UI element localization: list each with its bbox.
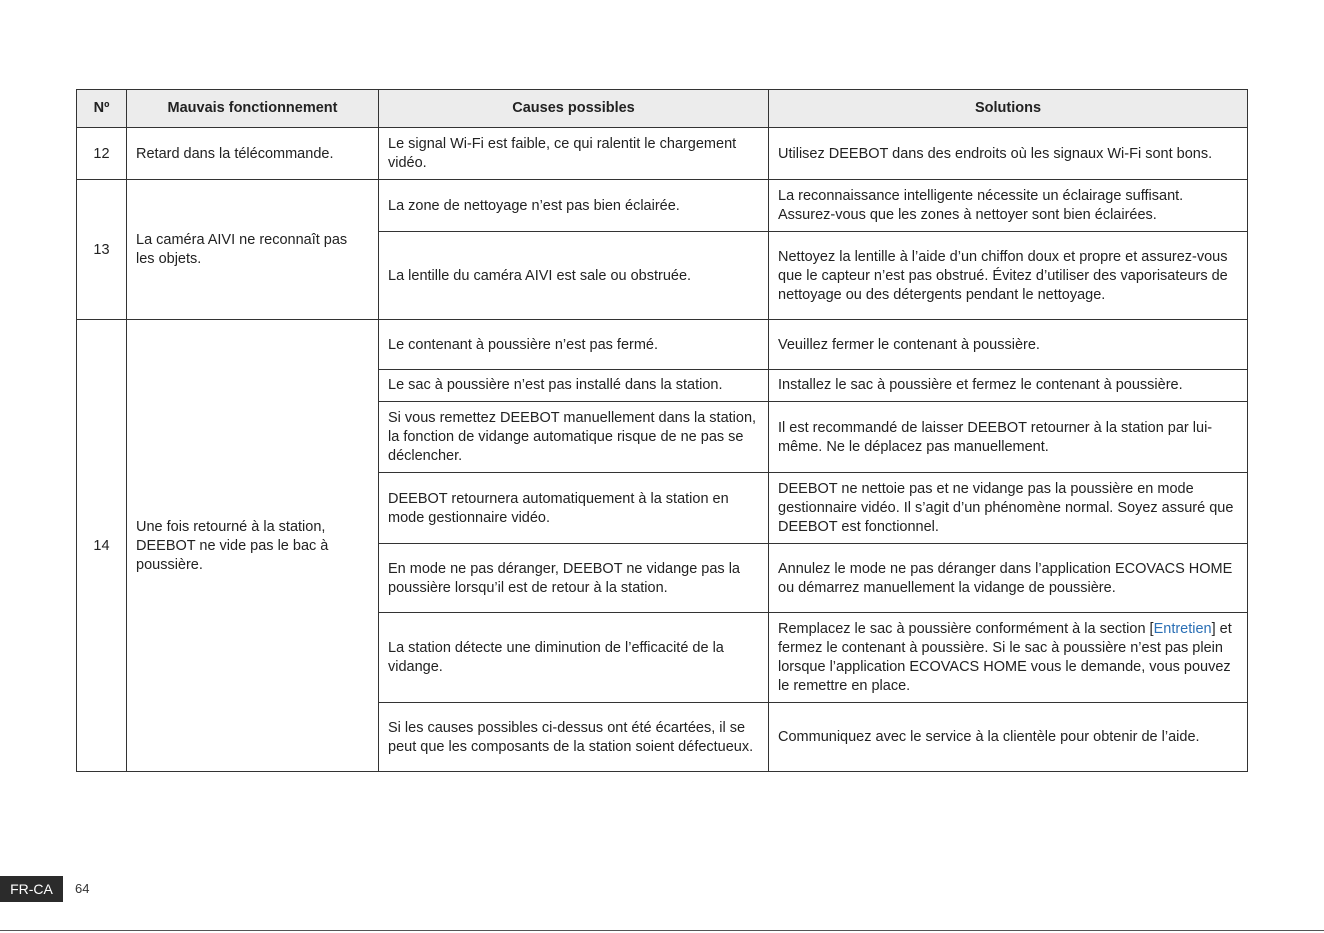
entretien-link[interactable]: Entretien: [1153, 621, 1212, 637]
row-number: 14: [77, 320, 127, 772]
troubleshooting-table: [76, 89, 1248, 772]
cause-cell: La station détecte une diminution de l’efficacité de la vidange.: [379, 613, 769, 703]
header-causes: Causes possibles: [379, 90, 769, 128]
row-number: 13: [77, 180, 127, 320]
table-header-row: [77, 90, 1248, 128]
solution-text: Remplacez le sac à poussière conformément à la section [: [778, 621, 1154, 637]
row-number: 12: [77, 128, 127, 180]
solution-cell: [769, 613, 1248, 703]
solution-cell: Installez le sac à poussière et fermez le contenant à poussière.: [769, 370, 1248, 402]
cause-cell: Le signal Wi-Fi est faible, ce qui ralentit le chargement vidéo.: [379, 128, 769, 180]
bottom-divider: [0, 930, 1324, 931]
locale-badge: FR-CA: [0, 876, 63, 902]
malfunction-cell: Une fois retourné à la station, DEEBOT ne vide pas le bac à poussière.: [127, 320, 379, 772]
table-row: [77, 320, 1248, 370]
solution-cell: Communiquez avec le service à la clientèle pour obtenir de l’aide.: [769, 703, 1248, 772]
cause-cell: Si vous remettez DEEBOT manuellement dans la station, la fonction de vidange automatique risque de ne pas se déclencher.: [379, 402, 769, 473]
malfunction-cell: La caméra AIVI ne reconnaît pas les objets.: [127, 180, 379, 320]
solution-cell: Veuillez fermer le contenant à poussière.: [769, 320, 1248, 370]
cause-cell: DEEBOT retournera automatiquement à la station en mode gestionnaire vidéo.: [379, 473, 769, 544]
cause-cell: Si les causes possibles ci-dessus ont été écartées, il se peut que les composants de la station soient défectueux.: [379, 703, 769, 772]
solution-text: ] et fermez le contenant à poussière. Si le sac à poussière n’est pas plein lorsque l’application ECOVACS HOME vous le demande, vous pouvez le remettre en place.: [778, 621, 1232, 694]
page-number: 64: [75, 881, 90, 896]
solution-cell: Nettoyez la lentille à l’aide d’un chiffon doux et propre et assurez-vous que le capteur n’est pas obstrué. Évitez d’utiliser des vaporisateurs de nettoyage ou des détergents pendant le nettoyage.: [769, 232, 1248, 320]
cause-cell: La lentille du caméra AIVI est sale ou obstruée.: [379, 232, 769, 320]
cause-cell: Le contenant à poussière n’est pas fermé.: [379, 320, 769, 370]
malfunction-cell: Retard dans la télécommande.: [127, 128, 379, 180]
table-row: [77, 180, 1248, 232]
header-solutions: Solutions: [769, 90, 1248, 128]
solution-cell: Utilisez DEEBOT dans des endroits où les signaux Wi-Fi sont bons.: [769, 128, 1248, 180]
solution-cell: DEEBOT ne nettoie pas et ne vidange pas la poussière en mode gestionnaire vidéo. Il s’agit d’un phénomène normal. Soyez assuré que DEEBOT est fonctionnel.: [769, 473, 1248, 544]
table-row: [77, 128, 1248, 180]
solution-cell: La reconnaissance intelligente nécessite un éclairage suffisant. Assurez-vous que les zones à nettoyer sont bien éclairées.: [769, 180, 1248, 232]
header-number: Nº: [77, 90, 127, 128]
header-malfunction: Mauvais fonctionnement: [127, 90, 379, 128]
cause-cell: Le sac à poussière n’est pas installé dans la station.: [379, 370, 769, 402]
solution-cell: Il est recommandé de laisser DEEBOT retourner à la station par lui-même. Ne le déplacez pas manuellement.: [769, 402, 1248, 473]
cause-cell: En mode ne pas déranger, DEEBOT ne vidange pas la poussière lorsqu’il est de retour à la station.: [379, 544, 769, 613]
solution-cell: Annulez le mode ne pas déranger dans l’application ECOVACS HOME ou démarrez manuellement la vidange de poussière.: [769, 544, 1248, 613]
cause-cell: La zone de nettoyage n’est pas bien éclairée.: [379, 180, 769, 232]
